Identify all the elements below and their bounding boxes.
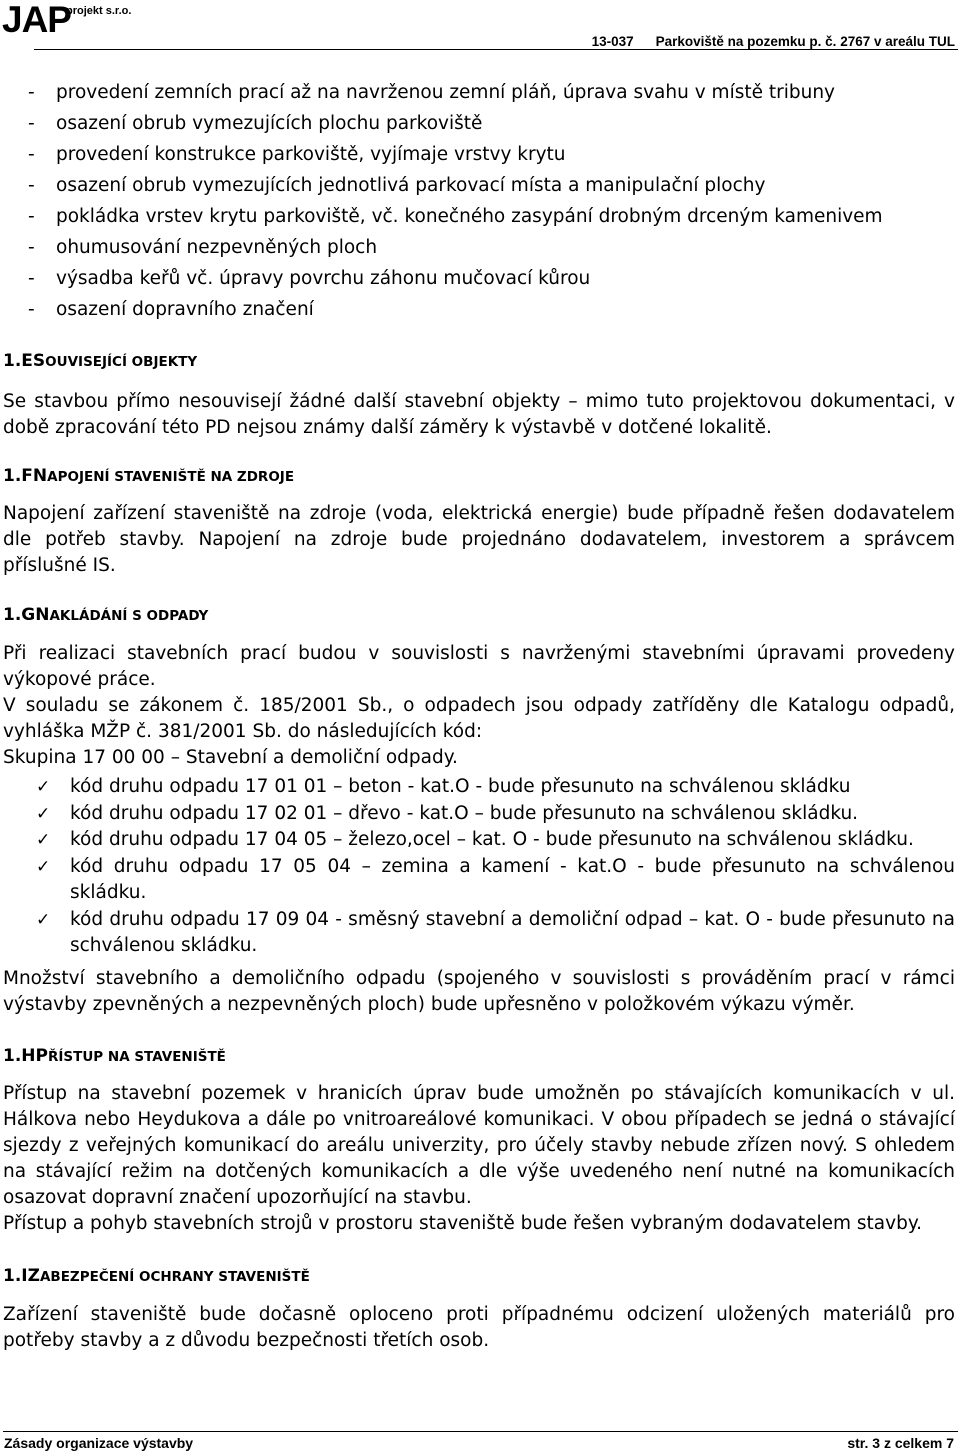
list-item: - provedení konstrukce parkoviště, vyjímaje vrstvy krytu (28, 141, 883, 172)
section-1i (3, 1265, 955, 1354)
section-number: 1.F (3, 466, 33, 486)
list-item: - výsadba keřů vč. úpravy povrchu záhonu mučovací kůrou (28, 265, 883, 296)
company-logo: JAP (2, 0, 71, 40)
section-text: Množství stavebního a demoličního odpadu (spojeného v souvislosti s prováděním prací v rámci výstavby zpevněných a nezpevněných ploch) bude upřesněno v položkovém výkazu výměr. (3, 968, 955, 1015)
section-number: 1.E (3, 351, 33, 371)
checkmark-icon: ✓ (36, 909, 51, 930)
project-number: 13-037 (591, 34, 634, 49)
section-title: AKLÁDÁNÍ S ODPADY (49, 608, 209, 624)
header-divider (34, 49, 958, 50)
list-item: - osazení dopravního značení (28, 296, 883, 327)
section-1f (3, 465, 955, 579)
list-item: - pokládka vrstev krytu parkoviště, vč. konečného zasypání drobným drceným kamenivem (28, 203, 883, 234)
bullet-dash: - (28, 206, 35, 227)
list-item: ✓ kód druhu odpadu 17 05 04 – zemina a kamení - kat.O - bude přesunuto na schválenou skládku. (36, 855, 955, 903)
list-item: - ohumusování nezpevněných ploch (28, 234, 883, 265)
section-text: Zařízení staveniště bude dočasně oploceno proti případnému odcizení uložených materiálů pro potřeby stavby a z důvodu bezpečnosti třetích osob. (3, 1304, 955, 1351)
section-text: Napojení zařízení staveniště na zdroje (voda, elektrická energie) bude případně řešen dodavatelem dle potřeb stavby. Napojení na zdroje bude projednáno dodavatelem, investorem a správcem příslušné IS. (3, 503, 955, 576)
footer-document-title: Zásady organizace výstavby (4, 1435, 194, 1451)
list-item: - osazení obrub vymezujících plochu parkoviště (28, 110, 883, 141)
section-text: Přístup a pohyb stavebních strojů v prostoru staveniště bude řešen vybraným dodavatelem stavby. (3, 1213, 923, 1234)
section-1g-summary (3, 966, 955, 1018)
section-heading: 1.HPŘÍSTUP NA STAVENIŠTĚ (3, 1046, 226, 1066)
section-heading: 1.IZABEZPEČENÍ OCHRANY STAVENIŠTĚ (3, 1266, 310, 1286)
work-steps-list (28, 79, 883, 327)
section-title: OUVISEJÍCÍ OBJEKTY (45, 354, 198, 370)
bullet-dash: - (28, 175, 35, 196)
list-item: ✓ kód druhu odpadu 17 02 01 – dřevo - kat.O – bude přesunuto na schválenou skládku. (36, 801, 955, 828)
section-text: Při realizaci stavebních prací budou v souvislosti s navrženými stavebními úpravami provedeny výkopové práce. (3, 643, 955, 690)
bullet-dash: - (28, 237, 35, 258)
waste-codes-list (36, 774, 955, 960)
page-footer (0, 1429, 960, 1455)
list-item: ✓ kód druhu odpadu 17 09 04 - směsný stavební a demoliční odpad – kat. O - bude přesunuto na schválenou skládku. (36, 908, 955, 956)
checkmark-icon: ✓ (36, 856, 51, 877)
footer-divider (3, 1431, 958, 1432)
section-1h (3, 1045, 955, 1237)
bullet-dash: - (28, 144, 35, 165)
checkmark-icon: ✓ (36, 777, 51, 797)
bullet-dash: - (28, 113, 35, 134)
list-item: - provedení zemních prací až na navrženou zemní pláň, úprava svahu v místě tribuny (28, 79, 883, 110)
bullet-dash: - (28, 82, 35, 103)
section-text: Skupina 17 00 00 – Stavební a demoliční odpady. (3, 747, 458, 768)
checkmark-icon: ✓ (36, 803, 51, 824)
section-heading: 1.ESOUVISEJÍCÍ OBJEKTY (3, 351, 198, 371)
bullet-dash: - (28, 268, 35, 289)
section-number: 1.H (3, 1046, 36, 1066)
section-1e (3, 350, 955, 441)
section-title: ŘÍSTUP NA STAVENIŠTĚ (47, 1049, 226, 1065)
checkmark-icon: ✓ (36, 830, 51, 850)
bullet-dash: - (28, 299, 35, 320)
project-title: Parkoviště na pozemku p. č. 2767 v areálu TUL (655, 34, 955, 49)
list-item: - osazení obrub vymezujících jednotlivá parkovací místa a manipulační plochy (28, 172, 883, 203)
section-title: APOJENÍ STAVENIŠTĚ NA ZDROJE (47, 469, 295, 485)
page-number: str. 3 z celkem 7 (847, 1435, 954, 1451)
list-item: ✓ kód druhu odpadu 17 04 05 – železo,ocel – kat. O - bude přesunuto na schválenou skládku. (36, 827, 955, 854)
section-number: 1.G (3, 605, 36, 625)
section-text: Přístup na stavební pozemek v hranicích úprav bude umožněn po stávajících komunikacích v ul. Hálkova nebo Heydukova a dále po vnitroareálové komunikaci. V obou případech se jedná o stávající sjezdy z veřejných komunikací do areálu univerzity, pro účely stavby nebude zřízen nový. S ohledem na stávající režim na dotčených komunikacích a dle výše uvedeného není nutné na komunikacích osazovat dopravní značení upozorňující na stavbu. (3, 1083, 955, 1208)
section-number: 1.I (3, 1266, 28, 1286)
list-item: ✓ kód druhu odpadu 17 01 01 – beton - kat.O - bude přesunuto na schválenou skládku (36, 774, 955, 801)
project-header (592, 34, 955, 50)
section-text: V souladu se zákonem č. 185/2001 Sb., o odpadech jsou odpady zatříděny dle Katalogu odpadů, vyhláška MŽP č. 381/2001 Sb. do následujících kód: (3, 695, 955, 742)
section-heading: 1.FNAPOJENÍ STAVENIŠTĚ NA ZDROJE (3, 466, 295, 486)
section-1g (3, 604, 955, 771)
company-logo-subtitle: projekt s.r.o. (66, 5, 132, 17)
section-heading: 1.GNAKLÁDÁNÍ S ODPADY (3, 605, 209, 625)
section-text: Se stavbou přímo nesouvisejí žádné další stavební objekty – mimo tuto projektovou dokumentaci, v době zpracování této PD nejsou známy další záměry k výstavbě v dotčené lokalitě. (3, 391, 955, 438)
section-title: ABEZPEČENÍ OCHRANY STAVENIŠTĚ (39, 1269, 310, 1285)
page-header (0, 0, 960, 52)
